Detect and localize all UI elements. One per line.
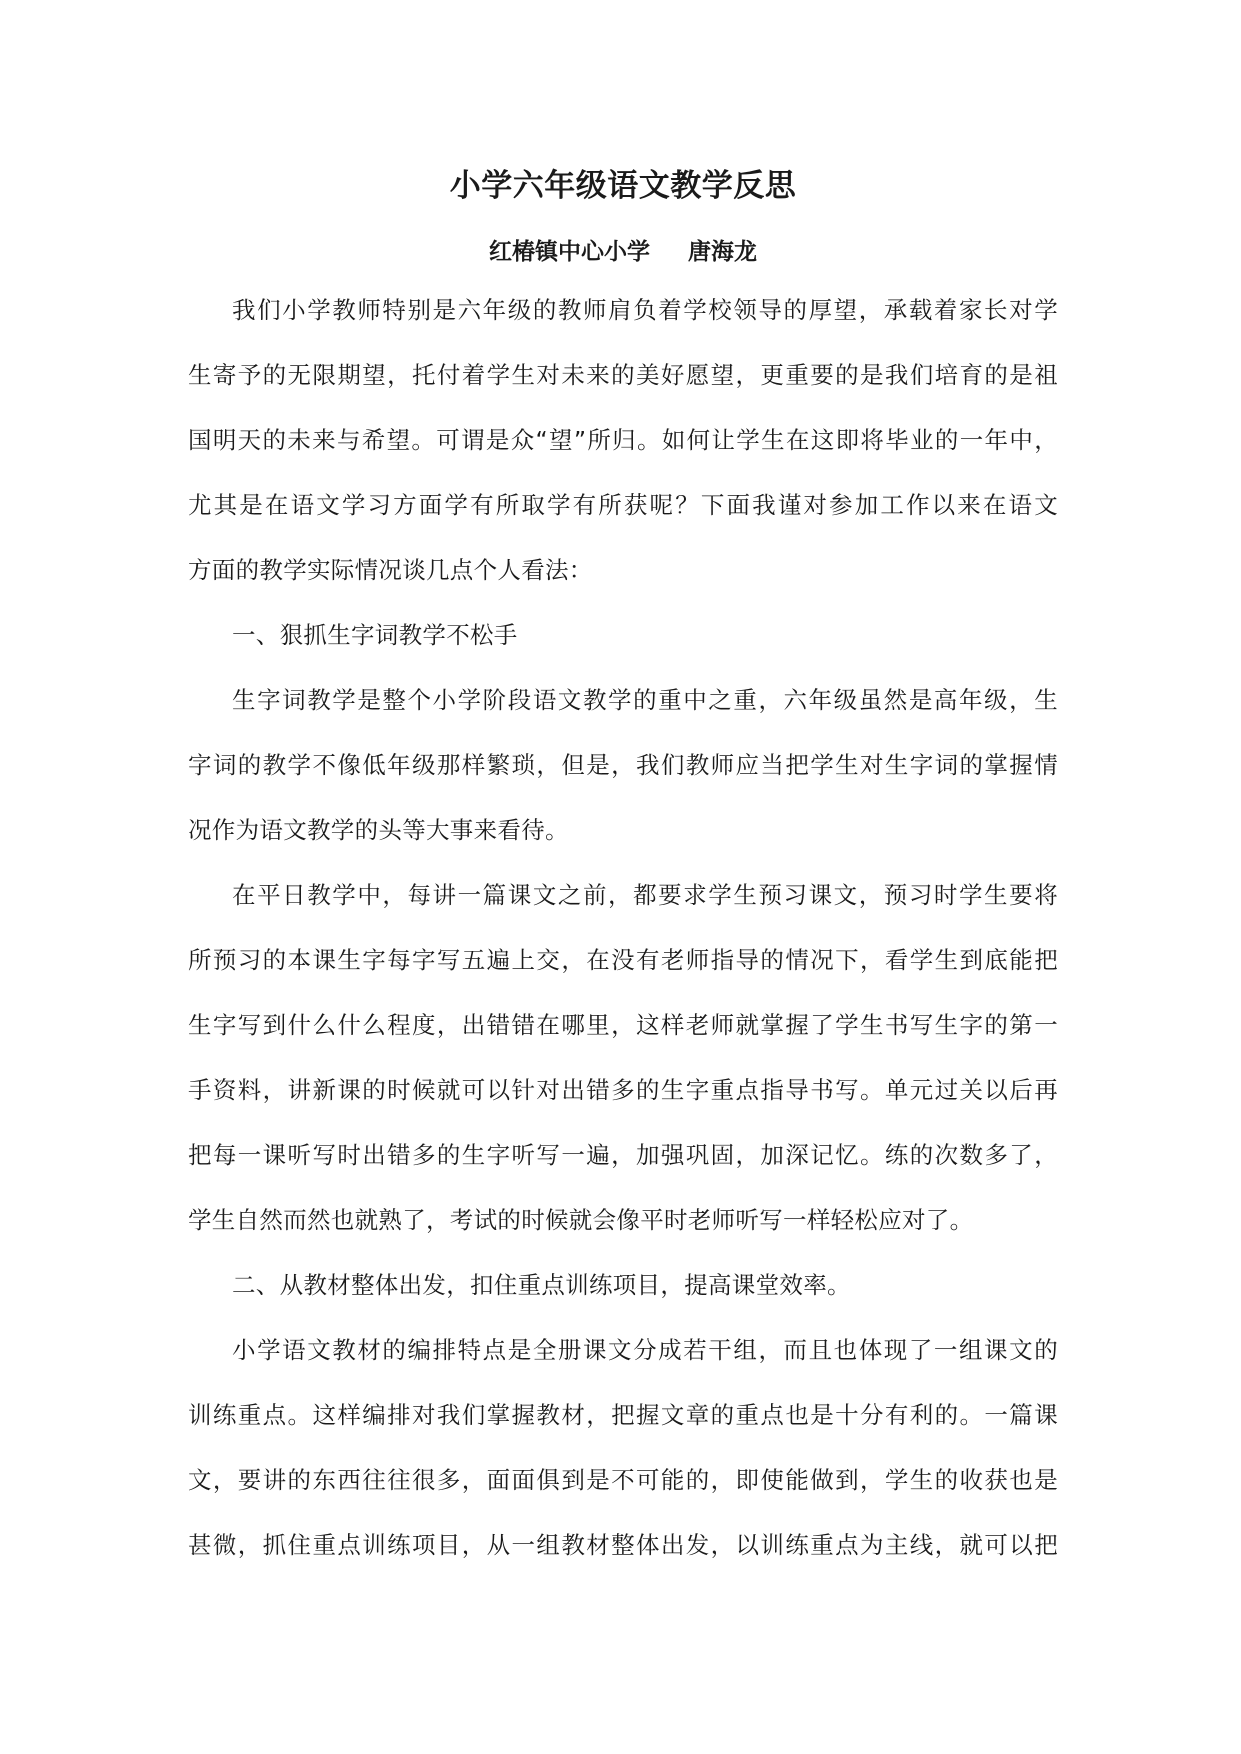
paragraph-line: 况作为语文教学的头等大事来看待。 [188, 816, 569, 844]
school-name: 红椿镇中心小学 [489, 239, 650, 265]
paragraph-line: 学生自然而然也就熟了，考试的时候就会像平时老师听写一样轻松应对了。 [188, 1206, 974, 1234]
paragraph-line: 所预习的本课生字每字写五遍上交，在没有老师指导的情况下，看学生到底能把 [188, 946, 1058, 974]
paragraph-line: 小学语文教材的编排特点是全册课文分成若干组，而且也体现了一组课文的 [232, 1336, 1058, 1364]
paragraph-line: 方面的教学实际情况谈几点个人看法： [188, 556, 593, 584]
paragraph-line: 在平日教学中，每讲一篇课文之前，都要求学生预习课文，预习时学生要将 [232, 881, 1058, 909]
paragraph-line: 生字写到什么什么程度，出错错在哪里，这样老师就掌握了学生书写生字的第一 [188, 1011, 1058, 1039]
author-name: 唐海龙 [688, 239, 757, 265]
paragraph-line: 生字词教学是整个小学阶段语文教学的重中之重，六年级虽然是高年级，生 [232, 686, 1058, 714]
paragraph [188, 603, 1058, 668]
paragraph-line: 二、从教材整体出发，扣住重点训练项目，提高课堂效率。 [232, 1271, 851, 1299]
paragraph [188, 278, 1058, 603]
document-title: 小学六年级语文教学反思 [449, 168, 797, 204]
document-body [188, 278, 1058, 1578]
paragraph-line: 一、狠抓生字词教学不松手 [232, 621, 518, 649]
paragraph-line: 把每一课听写时出错多的生字听写一遍，加强巩固，加深记忆。练的次数多了， [188, 1141, 1058, 1169]
paragraph [188, 668, 1058, 863]
author-line [188, 232, 1058, 272]
paragraph-line: 训练重点。这样编排对我们掌握教材，把握文章的重点也是十分有利的。一篇课 [188, 1401, 1058, 1429]
paragraph [188, 1318, 1058, 1578]
paragraph-line: 国明天的未来与希望。可谓是众“望”所归。如何让学生在这即将毕业的一年中， [188, 426, 1058, 454]
paragraph-line: 字词的教学不像低年级那样繁琐，但是，我们教师应当把学生对生字词的掌握情 [188, 751, 1058, 779]
paragraph-line: 我们小学教师特别是六年级的教师肩负着学校领导的厚望，承载着家长对学 [232, 296, 1058, 324]
paragraph-line: 尤其是在语文学习方面学有所取学有所获呢？下面我谨对参加工作以来在语文 [188, 491, 1058, 519]
document-content [188, 158, 1058, 1578]
paragraph-line: 生寄予的无限期望，托付着学生对未来的美好愿望，更重要的是我们培育的是祖 [188, 361, 1058, 389]
paragraph [188, 863, 1058, 1253]
paragraph-line: 文，要讲的东西往往很多，面面俱到是不可能的，即使能做到，学生的收获也是 [188, 1466, 1058, 1494]
paragraph [188, 1253, 1058, 1318]
paragraph-line: 手资料，讲新课的时候就可以针对出错多的生字重点指导书写。单元过关以后再 [188, 1076, 1058, 1104]
paragraph-line: 甚微，抓住重点训练项目，从一组教材整体出发，以训练重点为主线，就可以把 [188, 1531, 1058, 1559]
